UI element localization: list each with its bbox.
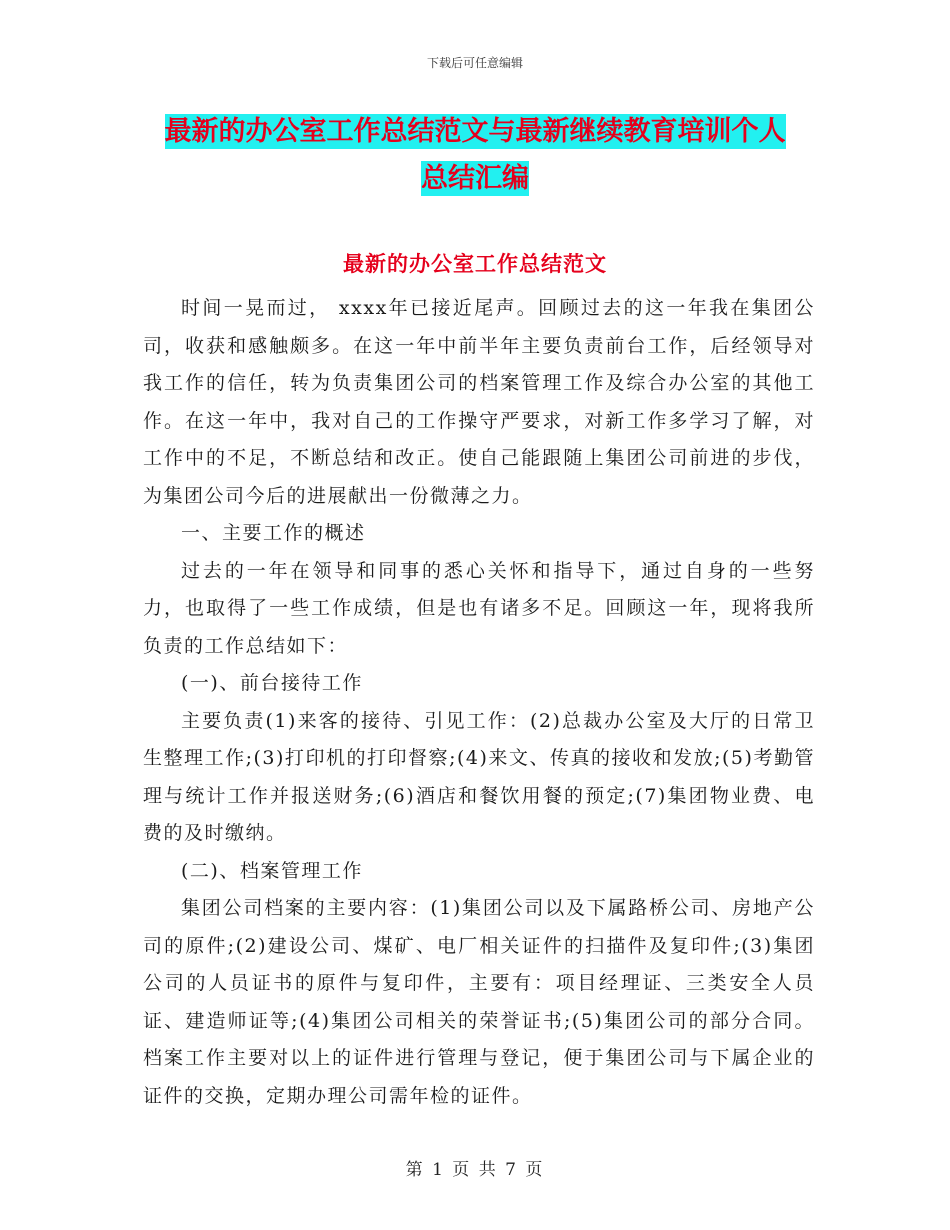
- paragraph-reception: 主要负责(1)来客的接待、引见工作：(2)总裁办公室及大厅的日常卫生整理工作;(3)打印机的打印督察;(4)来文、传真的接收和发放;(5)考勤管理与统计工作并报送财务;(6)酒店和餐饮用餐的预定;(7)集团物业费、电费的及时缴纳。: [143, 709, 815, 844]
- heading-main-work: 一、主要工作的概述: [181, 522, 366, 544]
- heading-archive: (二)、档案管理工作: [181, 859, 363, 882]
- title-line-1: 最新的办公室工作总结范文与最新继续教育培训个人: [164, 116, 786, 147]
- paragraph-overview: 过去的一年在领导和同事的悉心关怀和指导下，通过自身的一些努力，也取得了一些工作成绩，但是也有诸多不足。回顾这一年，现将我所负责的工作总结如下：: [143, 559, 815, 657]
- section-title: 最新的办公室工作总结范文: [343, 252, 607, 276]
- page-footer: 第 1 页 共 7 页: [405, 1160, 545, 1180]
- header-note: 下载后可任意编辑: [426, 56, 523, 70]
- paragraph-archive: 集团公司档案的主要内容：(1)集团公司以及下属路桥公司、房地产公司的原件;(2)建设公司、煤矿、电厂相关证件的扫描件及复印件;(3)集团公司的人员证书的原件与复印件，主要有：项目经理证、三类安全人员证、建造师证等;(4)集团公司相关的荣誉证书;(5)集团公司的部分合同。档案工作主要对以上的证件进行管理与登记，便于集团公司与下属企业的证件的交换，定期办理公司需年检的证件。: [143, 897, 815, 1107]
- heading-reception: (一)、前台接待工作: [181, 672, 363, 694]
- paragraph-intro: 时间一晃而过， xxxx年已接近尾声。回顾过去的这一年我在集团公司，收获和感触颇多。在这一年中前半年主要负责前台工作，后经领导对我工作的信任，转为负责集团公司的档案管理工作及综合办公室的其他工作。在这一年中，我对自己的工作操守严要求，对新工作多学习了解，对工作中的不足，不断总结和改正。使自己能跟随上集团公司前进的步伐，为集团公司今后的进展献出一份微薄之力。: [143, 297, 815, 507]
- body-text: [143, 290, 815, 1115]
- document-title: [140, 108, 810, 202]
- title-line-2: 总结汇编: [421, 163, 529, 194]
